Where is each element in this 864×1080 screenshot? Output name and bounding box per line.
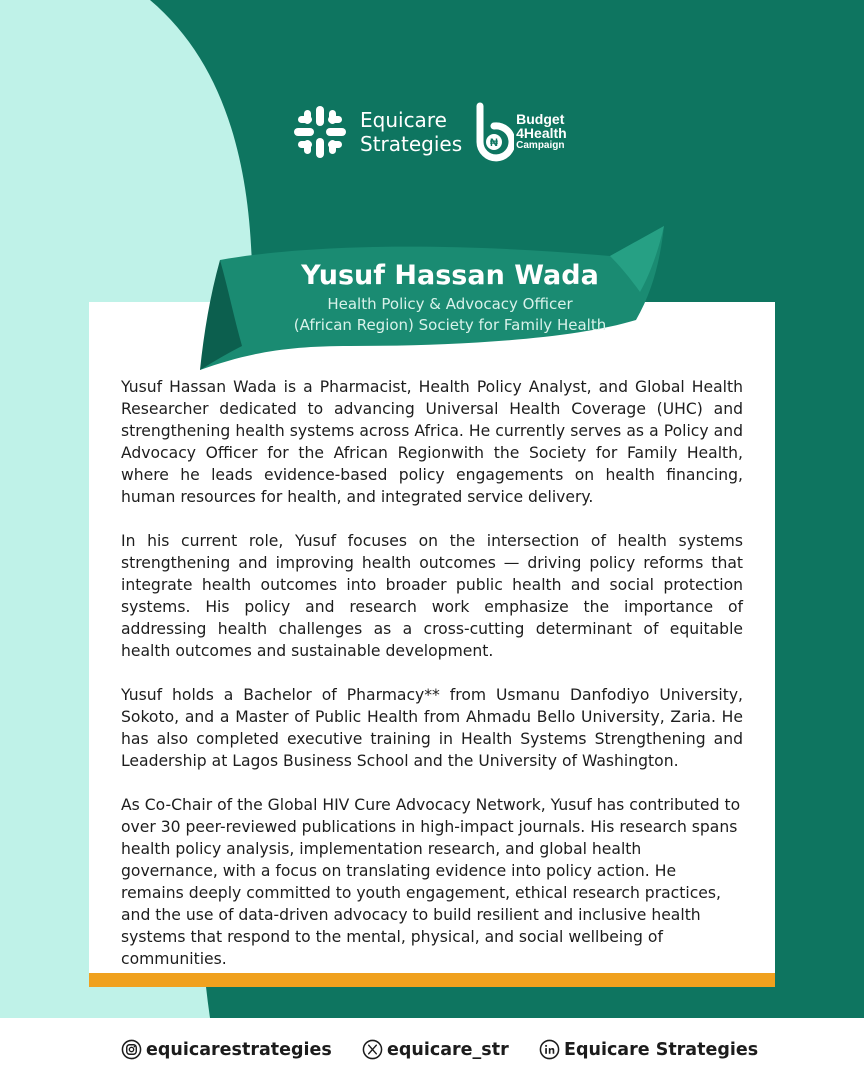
linkedin-label: Equicare Strategies — [564, 1039, 759, 1060]
profile-header — [232, 258, 668, 336]
profile-name: Yusuf Hassan Wada — [301, 260, 599, 291]
equicare-logo-icon — [292, 104, 348, 160]
biography — [121, 376, 743, 970]
equicare-line2: Strategies — [360, 132, 463, 156]
bio-paragraph-3: Yusuf holds a Bachelor of Pharmacy** from Usmanu Danfodiyo University, Sokoto, and a Master of Public Health from Ahmadu Bello University, Zaria. He has also completed executive training in Health Systems Strengthening and Leadership at Lagos Business School and the University of Washington. — [121, 686, 743, 770]
bio-paragraph-1: Yusuf Hassan Wada is a Pharmacist, Health Policy Analyst, and Global Health Researcher dedicated to advancing Universal Health Coverage (UHC) and strengthening health systems across Africa. He currently serves as a Policy and Advocacy Officer for the African Regionwith the Society for Family Health, where he leads evidence-based policy engagements on health financing, human resources for health, and integrated service delivery. — [121, 378, 743, 506]
bio-paragraph-2: In his current role, Yusuf focuses on the intersection of health systems strengthening and improving health outcomes — driving policy reforms that integrate health outcomes into broader public health and social protection systems. His policy and research work emphasize the importance of addressing health challenges as a cross-cutting determinant of equitable health outcomes and sustainable development. — [121, 532, 743, 660]
equicare-wordmark — [360, 108, 462, 156]
instagram-handle[interactable] — [121, 1039, 332, 1060]
b4h-line1: Budget — [516, 111, 565, 127]
instagram-label: equicarestrategies — [146, 1039, 332, 1060]
profile-role-line1: Health Policy & Advocacy Officer — [327, 295, 573, 313]
bio-paragraph-4: As Co-Chair of the Global HIV Cure Advocacy Network, Yusuf has contributed to over 30 peer-reviewed publications in high-impact journals. His research spans health policy analysis, implementation research, and global health governance, with a focus on translating evidence into policy action. He remains deeply committed to youth engagement, ethical research practices, and the use of data-driven advocacy to build resilient and inclusive health systems that respond to the mental, physical, and social wellbeing of communities. — [121, 796, 741, 968]
svg-text:₦: ₦ — [490, 137, 499, 149]
orange-accent-bar — [89, 973, 775, 987]
instagram-icon — [121, 1039, 142, 1060]
x-icon — [362, 1039, 383, 1060]
b4h-line2: 4Health — [516, 125, 567, 141]
linkedin-icon — [539, 1039, 560, 1060]
profile-role-line2: (African Region) Society for Family Health — [293, 316, 607, 334]
x-handle[interactable] — [362, 1039, 509, 1060]
b4h-line3: Campaign — [516, 140, 565, 151]
budget4health-b-icon — [474, 102, 514, 162]
logo-group — [292, 102, 567, 162]
equicare-line1: Equicare — [360, 108, 447, 132]
linkedin-handle[interactable] — [539, 1039, 758, 1060]
budget4health-logo — [474, 102, 567, 162]
x-label: equicare_str — [387, 1039, 509, 1060]
budget4health-wordmark — [516, 112, 567, 152]
